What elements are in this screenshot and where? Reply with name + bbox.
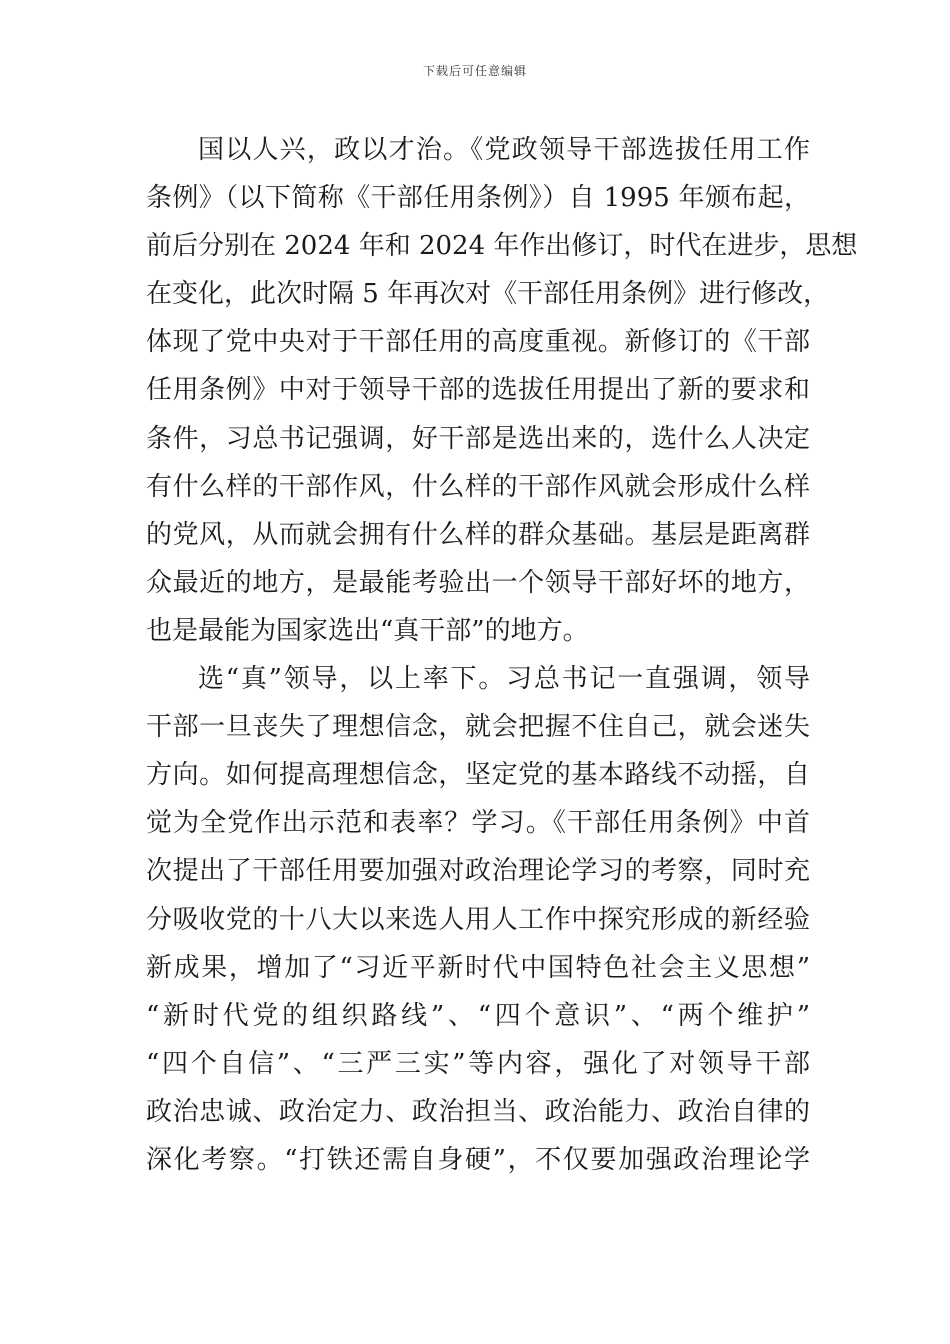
text-line: 条例》（以下简称《干部任用条例》）自 1995 年颁布起， — [146, 183, 810, 214]
text-line: 深化考察。“打铁还需自身硬”，不仅要加强政治理论学 — [146, 1144, 810, 1175]
text-line: 也是最能为国家选出“真干部”的地方。 — [146, 615, 589, 646]
text-line: 觉为全党作出示范和表率？学习。《干部任用条例》中首 — [146, 808, 810, 839]
text-line: 选“真”领导，以上率下。习总书记一直强调，领导 — [198, 664, 810, 695]
text-line: “四个自信”、“三严三实”等内容，强化了对领导干部 — [146, 1048, 810, 1079]
paragraph-1 — [146, 126, 858, 655]
text-line: 新成果，增加了“习近平新时代中国特色社会主义思想” — [146, 952, 810, 983]
text-line: 前后分别在 2024 年和 2024 年作出修订，时代在进步，思想 — [146, 231, 858, 262]
paragraph-2 — [146, 655, 810, 1184]
document-body — [146, 126, 858, 1184]
text-line: 政治忠诚、政治定力、政治担当、政治能力、政治自律的 — [146, 1096, 810, 1127]
text-line: 条件，习总书记强调，好干部是选出来的，选什么人决定 — [146, 423, 810, 454]
text-line: 任用条例》中对于领导干部的选拔任用提出了新的要求和 — [146, 375, 810, 406]
text-line: 方向。如何提高理想信念，坚定党的基本路线不动摇，自 — [146, 760, 810, 791]
text-line: 分吸收党的十八大以来选人用人工作中探究形成的新经验 — [146, 904, 810, 935]
text-line: 国以人兴，政以才治。《党政领导干部选拔任用工作 — [198, 135, 810, 165]
text-line: 的党风，从而就会拥有什么样的群众基础。基层是距离群 — [146, 519, 810, 550]
page-header: 下载后可任意编辑 — [422, 64, 527, 78]
text-line: 体现了党中央对于干部任用的高度重视。新修订的《干部 — [146, 327, 810, 358]
text-line: 在变化，此次时隔 5 年再次对《干部任用条例》进行修改， — [146, 279, 830, 310]
text-line: 次提出了干部任用要加强对政治理论学习的考察，同时充 — [146, 856, 810, 887]
text-line: 众最近的地方，是最能考验出一个领导干部好坏的地方， — [146, 567, 810, 598]
text-line: “新时代党的组织路线”、“四个意识”、“两个维护” — [146, 1000, 810, 1031]
text-line: 干部一旦丧失了理想信念，就会把握不住自己，就会迷失 — [146, 712, 810, 743]
text-line: 有什么样的干部作风，什么样的干部作风就会形成什么样 — [146, 471, 810, 502]
